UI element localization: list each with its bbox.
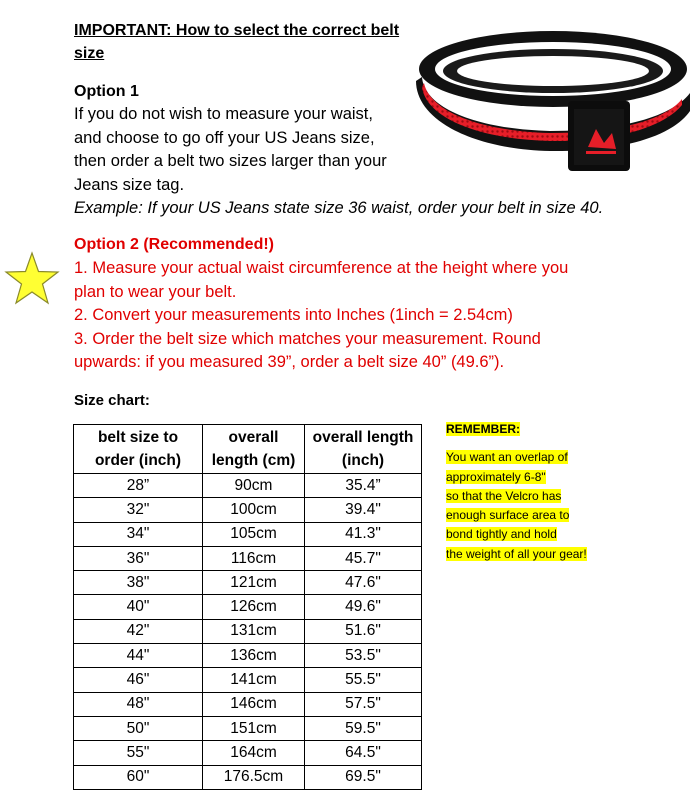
size-chart-label: Size chart: bbox=[74, 392, 150, 409]
table-row bbox=[74, 692, 422, 716]
cell-belt-size: 38" bbox=[74, 571, 203, 595]
cell-length-cm: 141cm bbox=[203, 668, 305, 692]
option1-example: Example: If your US Jeans state size 36 waist, order your belt in size 40. bbox=[74, 199, 604, 217]
cell-belt-size: 48" bbox=[74, 692, 203, 716]
remember-line: You want an overlap of bbox=[446, 450, 568, 465]
cell-length-cm: 90cm bbox=[203, 474, 305, 498]
cell-length-cm: 136cm bbox=[203, 644, 305, 668]
cell-length-cm: 105cm bbox=[203, 522, 305, 546]
cell-length-inch: 64.5" bbox=[305, 741, 422, 765]
option2-line1a: 1. Measure your actual waist circumference at the height where you bbox=[74, 259, 569, 277]
cell-length-inch: 35.4” bbox=[305, 474, 422, 498]
table-row bbox=[74, 741, 422, 765]
table-row bbox=[74, 765, 422, 789]
header-overall-length-inch bbox=[305, 425, 422, 474]
cell-length-cm: 131cm bbox=[203, 619, 305, 643]
cell-length-inch: 53.5" bbox=[305, 644, 422, 668]
remember-line: the weight of all your gear! bbox=[446, 546, 587, 561]
remember-line: bond tightly and hold bbox=[446, 527, 557, 542]
option1-text: If you do not wish to measure your waist, and choose to go off your US Jeans size, then order a belt two sizes larger than your Jeans size tag. bbox=[74, 105, 387, 194]
cell-belt-size: 34" bbox=[74, 522, 203, 546]
cell-length-cm: 116cm bbox=[203, 546, 305, 570]
cell-belt-size: 36" bbox=[74, 546, 203, 570]
cell-belt-size: 42" bbox=[74, 619, 203, 643]
cell-length-inch: 59.5" bbox=[305, 716, 422, 740]
cell-belt-size: 46" bbox=[74, 668, 203, 692]
remember-line: enough surface area to bbox=[446, 508, 570, 523]
header-length-cm-line1: overall bbox=[228, 429, 279, 446]
table-row bbox=[74, 546, 422, 570]
table-row bbox=[74, 644, 422, 668]
page-heading: IMPORTANT: How to select the correct belt size bbox=[74, 22, 400, 62]
header-belt-size bbox=[74, 425, 203, 474]
cell-length-cm: 126cm bbox=[203, 595, 305, 619]
cell-belt-size: 28” bbox=[74, 474, 203, 498]
cell-length-cm: 176.5cm bbox=[203, 765, 305, 789]
header-length-inch-line2: (inch) bbox=[341, 452, 385, 469]
cell-length-cm: 100cm bbox=[203, 498, 305, 522]
option2-instructions bbox=[74, 257, 634, 375]
table-row bbox=[74, 571, 422, 595]
size-chart-table bbox=[73, 424, 422, 790]
remember-line: approximately 6-8" bbox=[446, 469, 546, 484]
star-icon bbox=[4, 251, 60, 307]
remember-line: so that the Velcro has bbox=[446, 488, 562, 503]
remember-note bbox=[446, 420, 616, 564]
table-row bbox=[74, 619, 422, 643]
table-row bbox=[74, 716, 422, 740]
cell-length-cm: 121cm bbox=[203, 571, 305, 595]
header-belt-size-line1: belt size to bbox=[97, 429, 179, 446]
cell-length-inch: 51.6" bbox=[305, 619, 422, 643]
table-row bbox=[74, 595, 422, 619]
cell-length-cm: 146cm bbox=[203, 692, 305, 716]
header-length-inch-line1: overall length bbox=[312, 429, 414, 446]
cell-belt-size: 32" bbox=[74, 498, 203, 522]
cell-length-inch: 69.5" bbox=[305, 765, 422, 789]
table-row bbox=[74, 668, 422, 692]
cell-length-inch: 57.5" bbox=[305, 692, 422, 716]
table-header-row bbox=[74, 425, 422, 474]
cell-length-inch: 49.6" bbox=[305, 595, 422, 619]
header-length-cm-line2: length (cm) bbox=[211, 452, 296, 469]
remember-title: REMEMBER: bbox=[446, 422, 520, 436]
cell-length-inch: 55.5" bbox=[305, 668, 422, 692]
header-overall-length-cm bbox=[203, 425, 305, 474]
belt-image bbox=[410, 19, 696, 184]
cell-belt-size: 60" bbox=[74, 765, 203, 789]
header-belt-size-line2: order (inch) bbox=[94, 452, 182, 469]
cell-belt-size: 55" bbox=[74, 741, 203, 765]
option2-line1b: plan to wear your belt. bbox=[74, 282, 237, 301]
option2-title: Option 2 (Recommended!) bbox=[74, 236, 275, 253]
cell-length-inch: 45.7" bbox=[305, 546, 422, 570]
cell-length-cm: 151cm bbox=[203, 716, 305, 740]
table-row bbox=[74, 522, 422, 546]
table-row bbox=[74, 498, 422, 522]
option2-line2: 2. Convert your measurements into Inches (1inch = 2.54cm) bbox=[74, 306, 513, 325]
option1-title: Option 1 bbox=[74, 83, 139, 100]
cell-belt-size: 40" bbox=[74, 595, 203, 619]
cell-belt-size: 44" bbox=[74, 644, 203, 668]
option2-line3a: 3. Order the belt size which matches your measurement. Round bbox=[74, 329, 541, 348]
cell-length-inch: 41.3" bbox=[305, 522, 422, 546]
cell-length-inch: 47.6" bbox=[305, 571, 422, 595]
option2-line3b: upwards: if you measured 39”, order a belt size 40” (49.6”). bbox=[74, 353, 505, 372]
cell-length-cm: 164cm bbox=[203, 741, 305, 765]
cell-belt-size: 50" bbox=[74, 716, 203, 740]
table-row bbox=[74, 474, 422, 498]
cell-length-inch: 39.4" bbox=[305, 498, 422, 522]
